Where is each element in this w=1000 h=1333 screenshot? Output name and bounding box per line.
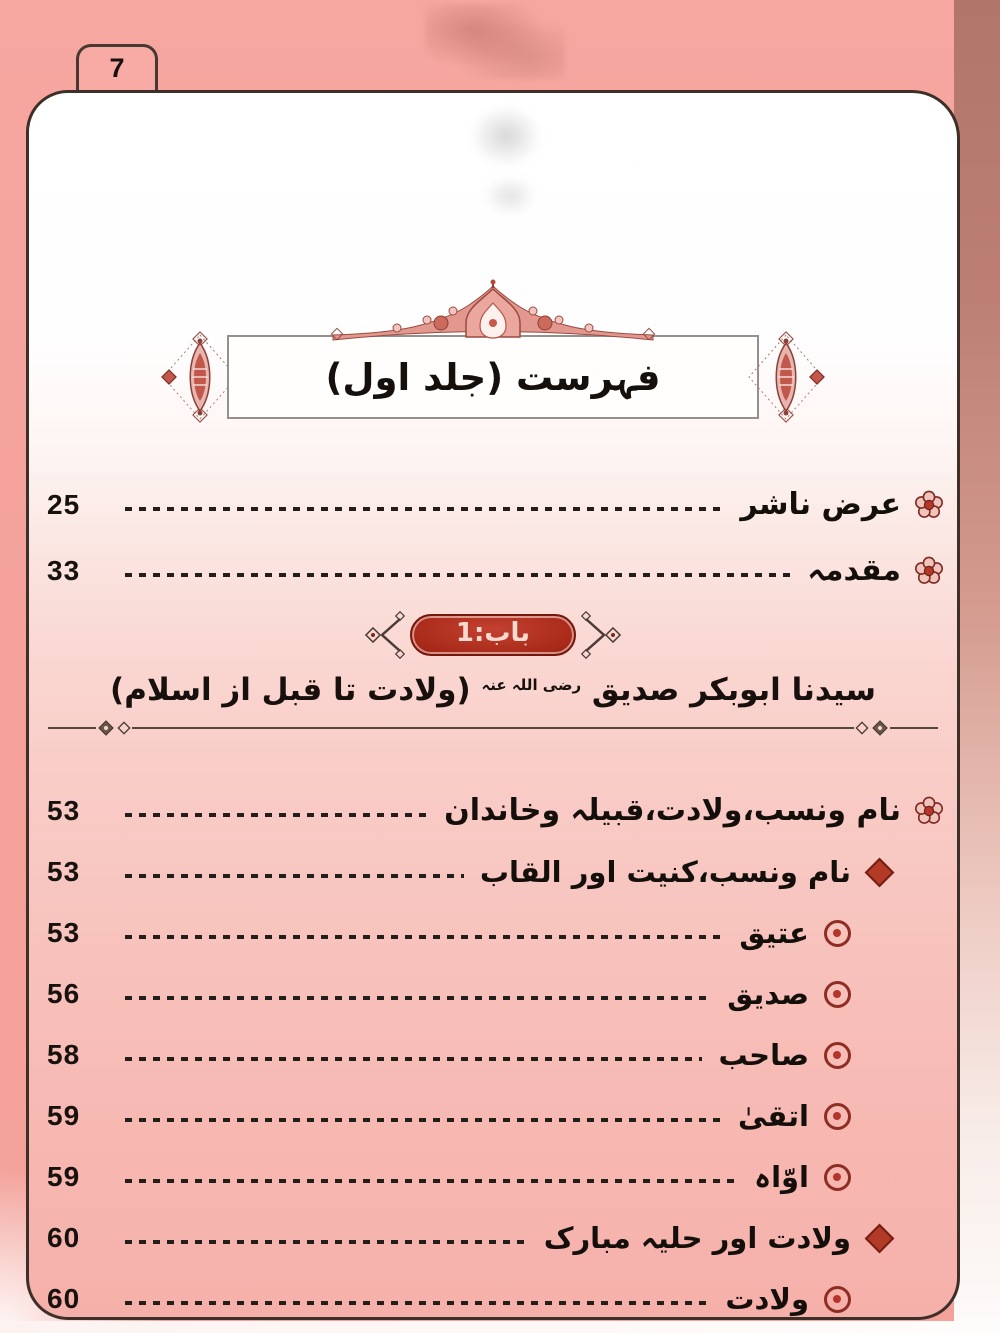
decorative-rule: [48, 718, 939, 738]
toc-entry: [29, 1215, 947, 1261]
dotted-leader: [125, 1240, 528, 1244]
rule-ornament-icon: [854, 718, 890, 738]
dotted-leader: [125, 813, 428, 817]
bullet-icon: [819, 981, 855, 1008]
toc-entry-label: مقدمہ: [807, 552, 901, 588]
book-page: [26, 90, 960, 1320]
rule-ornament-icon: [96, 718, 132, 738]
scan-shadow-right-edge: [954, 0, 1000, 1333]
toc-entry-page: 60: [47, 1222, 81, 1254]
toc-header: [29, 279, 957, 423]
bullet-icon: [911, 796, 947, 826]
toc-entry-page: 53: [47, 795, 81, 827]
toc-entry-page: 33: [47, 555, 81, 586]
circle-dot-icon: [824, 1042, 851, 1069]
toc-entry-label: صدیق: [727, 976, 809, 1011]
toc-entry: [29, 545, 947, 597]
dotted-leader: [125, 996, 711, 1000]
dotted-leader: [125, 935, 723, 939]
circle-dot-icon: [824, 1103, 851, 1130]
toc-entry-label: ولادت اور حلیہ مبارک: [543, 1220, 851, 1255]
chapter-badge: باب:1: [410, 614, 576, 656]
toc-entry: [29, 788, 947, 834]
toc-entry-label: ولادت: [725, 1281, 809, 1316]
page-number: 7: [109, 53, 125, 83]
honorific-mark: رضی اللہ عنہ: [481, 676, 582, 694]
toc-entry: [29, 971, 947, 1017]
toc-entry: [29, 849, 947, 895]
chapter-title: [110, 669, 876, 712]
circle-dot-icon: [824, 920, 851, 947]
toc-entry-label: عتیق: [739, 915, 809, 950]
toc-entry: [29, 1093, 947, 1139]
diamond-icon: [864, 1224, 894, 1254]
scan-smudge: [467, 103, 545, 169]
dotted-leader: [125, 507, 724, 511]
chapter-title-text: سیدنا ابوبکر صدیق: [591, 672, 876, 708]
bullet-icon: [911, 490, 947, 520]
toc-entry: [29, 1032, 947, 1078]
toc-title-box: [227, 335, 759, 419]
toc-title: فہرست (جلد اول): [325, 355, 661, 399]
toc-entry-label: نام ونسب،کنیت اور القاب: [479, 854, 851, 889]
dotted-leader: [125, 874, 464, 878]
flower-icon: [914, 796, 944, 826]
dotted-leader: [125, 1301, 709, 1305]
bullet-icon: [819, 1164, 855, 1191]
scan-bottom-edge: [0, 1321, 1000, 1333]
toc-entry-page: 53: [47, 917, 81, 949]
dotted-leader: [125, 1057, 702, 1061]
chapter-subtitle: (ولادت تا قبل از اسلام): [110, 672, 471, 708]
toc-entry-label: عرض ناشر: [740, 486, 901, 522]
toc-entry: [29, 1276, 947, 1320]
bullet-icon: [819, 1042, 855, 1069]
toc-entry-page: 59: [47, 1161, 81, 1193]
chapter-heading: [29, 611, 957, 738]
toc-entry-page: 59: [47, 1100, 81, 1132]
dotted-leader: [125, 1179, 738, 1183]
right-bracket-flourish-icon: [576, 611, 622, 659]
crown-ornament-icon: [323, 279, 663, 343]
toc-entry-page: 25: [47, 489, 81, 520]
bullet-icon: [861, 1228, 897, 1249]
dotted-leader: [125, 573, 791, 577]
circle-dot-icon: [824, 1286, 851, 1313]
toc-entry-page: 60: [47, 1283, 81, 1315]
toc-entry: [29, 479, 947, 531]
flower-icon: [914, 490, 944, 520]
front-matter-list: [29, 479, 957, 597]
bullet-icon: [819, 1103, 855, 1130]
toc-entry-label: نام ونسب،ولادت،قبیلہ وخاندان: [444, 793, 901, 829]
toc-entry-page: 56: [47, 978, 81, 1010]
flower-icon: [914, 556, 944, 586]
toc-entry-label: اتقیٰ: [737, 1098, 809, 1133]
toc-entry: [29, 910, 947, 956]
bullet-icon: [861, 862, 897, 883]
circle-dot-icon: [824, 981, 851, 1008]
diamond-icon: [864, 858, 894, 888]
chapter-entries-list: [29, 788, 957, 1320]
bullet-icon: [911, 556, 947, 586]
right-floral-ornament-icon: [743, 331, 829, 423]
toc-entry-page: 53: [47, 856, 81, 888]
toc-entry-page: 58: [47, 1039, 81, 1071]
toc-entry: [29, 1154, 947, 1200]
bullet-icon: [819, 920, 855, 947]
toc-title-row: [29, 331, 957, 423]
circle-dot-icon: [824, 1164, 851, 1191]
toc-entry-label: اوّاہ: [754, 1159, 809, 1194]
left-bracket-flourish-icon: [364, 611, 410, 659]
toc-entry-label: صاحب: [718, 1037, 809, 1072]
dotted-leader: [125, 1118, 722, 1122]
scan-artifact: [425, 4, 565, 79]
scan-smudge: [481, 175, 539, 217]
chapter-badge-row: [364, 611, 622, 659]
bullet-icon: [819, 1286, 855, 1313]
